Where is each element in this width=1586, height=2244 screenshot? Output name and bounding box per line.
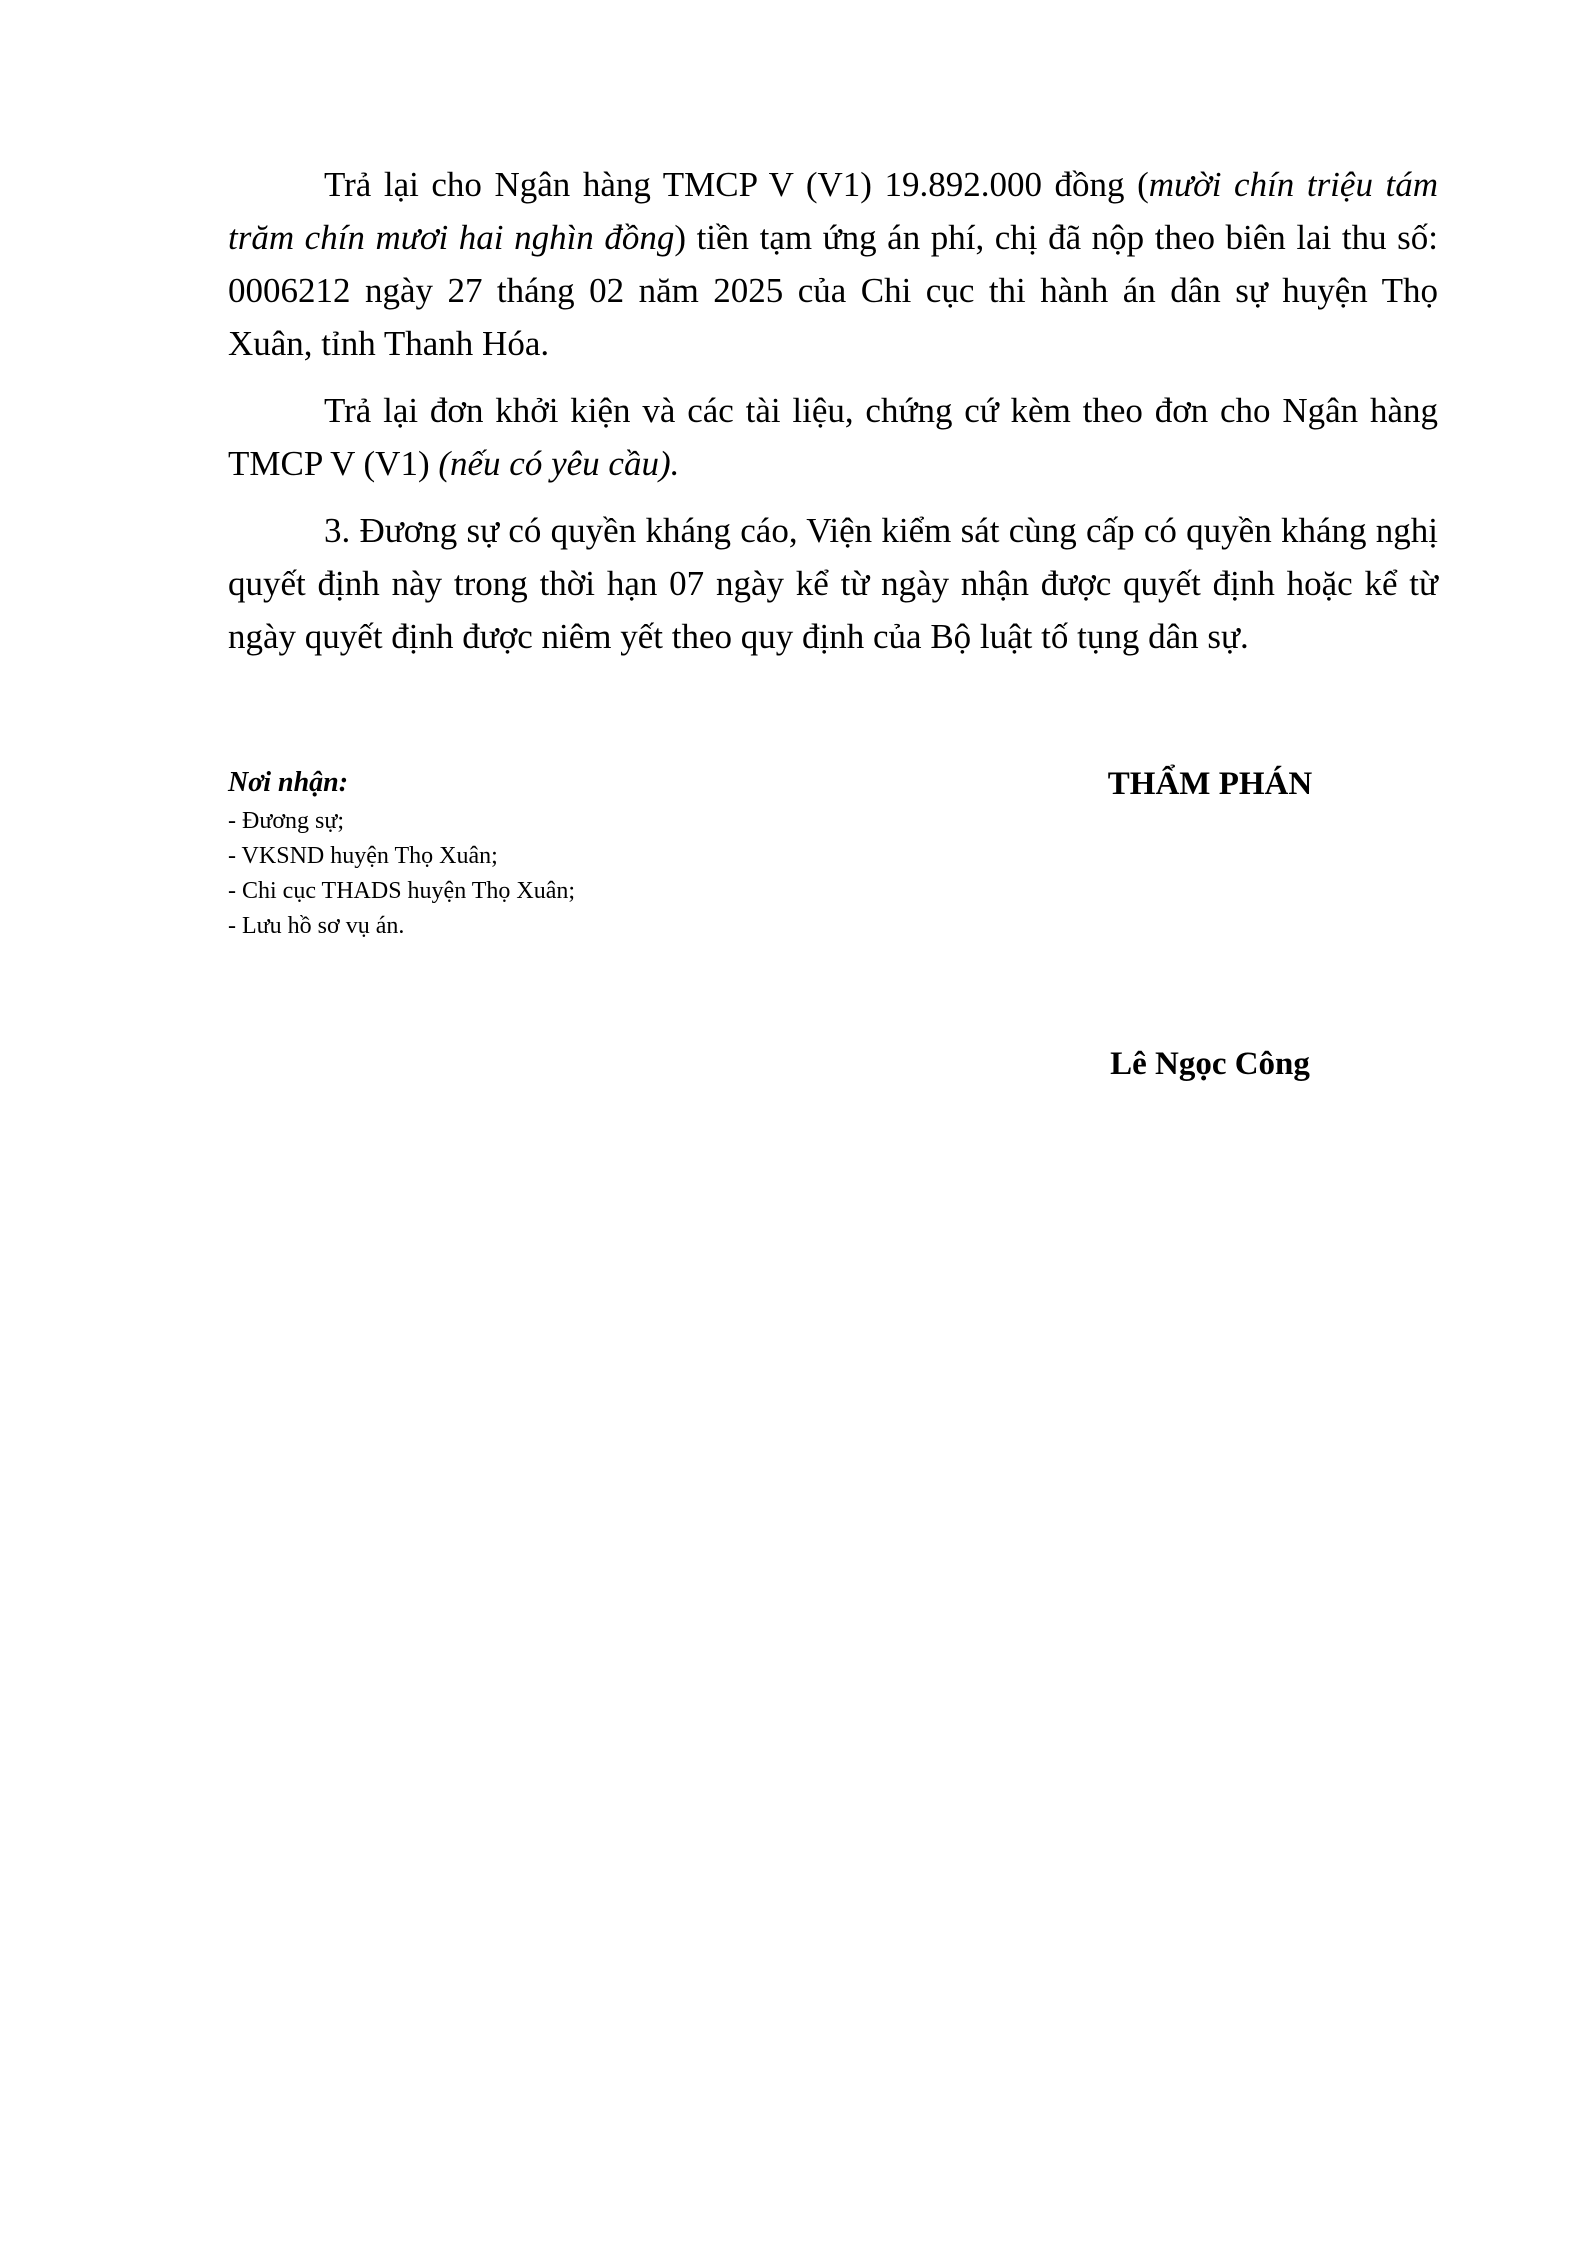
paragraph-refund-fee-part-2: ) tiền tạm ứng án phí, chị đã nộp theo biên lai thu số: 0006212 ngày 27 tháng 02 năm 2025 của Chi cục thi hành án dân sự huyện Thọ Xuân, tỉnh Thanh Hóa. (228, 218, 1438, 363)
paragraph-refund-fee (228, 158, 1438, 370)
recipients-title: Nơi nhận: (228, 767, 349, 798)
recipient-item: - Lưu hồ sơ vụ án. (228, 913, 405, 939)
recipient-item: - Đương sự; (228, 808, 345, 834)
paragraph-appeal-rights-text: 3. Đương sự có quyền kháng cáo, Viện kiểm sát cùng cấp có quyền kháng nghị quyết định này trong thời hạn 07 ngày kể từ ngày nhận được quyết định hoặc kể từ ngày quyết định được niêm yết theo quy định của Bộ luật tố tụng dân sự. (228, 511, 1438, 656)
decision-body (228, 158, 1438, 677)
recipients-list (228, 804, 828, 944)
amount-in-words: mười chín triệu tám trăm chín mươi hai nghìn đồng (228, 165, 1438, 257)
recipient-item: - VKSND huyện Thọ Xuân; (228, 843, 498, 869)
signature-block (1000, 764, 1420, 804)
recipient-item: - Chi cục THADS huyện Thọ Xuân; (228, 878, 576, 904)
paragraph-return-documents (228, 384, 1438, 490)
signer-name: Lê Ngọc Công (1110, 1046, 1310, 1082)
paragraph-return-documents-text: Trả lại đơn khởi kiện và các tài liệu, chứng cứ kèm theo đơn cho Ngân hàng TMCP V (V1) (228, 391, 1438, 483)
signer-title: THẨM PHÁN (1107, 766, 1313, 802)
paragraph-appeal-rights (228, 504, 1438, 663)
if-requested-note: (nếu có yêu cầu). (438, 444, 680, 483)
paragraph-refund-fee-part-1: Trả lại cho Ngân hàng TMCP V (V1) 19.892.000 đồng ( (324, 165, 1149, 204)
recipients-block (228, 766, 828, 944)
